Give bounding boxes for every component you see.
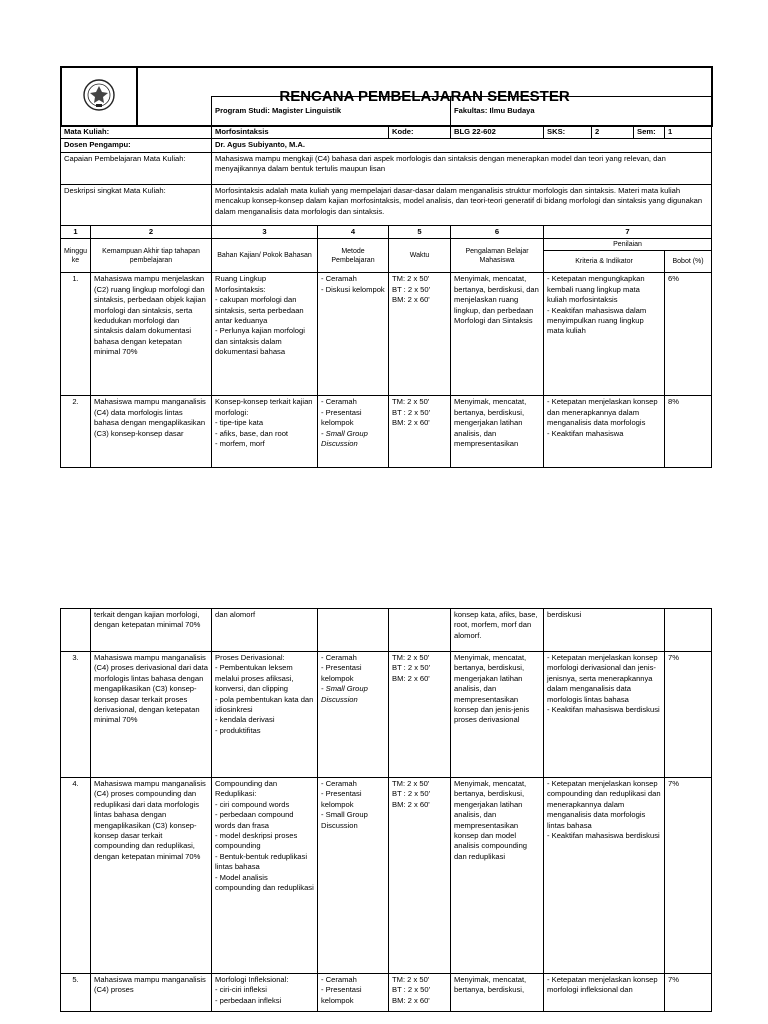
bahan-item: - cakupan morfologi dan sintaksis, serta perbedaan antar keduanya xyxy=(215,295,304,326)
bahan-item: - produktifitas xyxy=(215,725,261,735)
bahan-cell xyxy=(212,273,318,396)
kriteria-cell xyxy=(544,273,665,396)
col-number-3: 3 xyxy=(212,225,318,238)
kriteria-item: - Keaktifan mahasiswa xyxy=(547,428,624,438)
mata-kuliah-label: Mata Kuliah: xyxy=(61,126,212,139)
waktu-item: BT : 2 x 50' xyxy=(392,985,431,995)
document-title: RENCANA PEMBELAJARAN SEMESTER xyxy=(137,67,712,126)
waktu-item: TM: 2 x 50' xyxy=(392,779,430,788)
bobot-cell: 7% xyxy=(665,974,712,1012)
metode-item: - Ceramah xyxy=(321,779,357,788)
rps-page-2 xyxy=(0,540,768,1024)
bahan-item: - Bentuk-bentuk reduplikasi lintas bahasa xyxy=(215,851,308,872)
pengalaman-cell: konsep kata, afiks, base, root, morfem, morf dan alomorf. xyxy=(451,609,544,652)
waktu-item: TM: 2 x 50' xyxy=(392,653,430,662)
week-number: 4. xyxy=(61,778,91,974)
table-row xyxy=(61,778,712,974)
bahan-title: Konsep-konsep terkait kajian morfologi: xyxy=(215,397,313,417)
bobot-cell: 7% xyxy=(665,778,712,974)
bahan-cell xyxy=(212,974,318,1012)
bahan-item: - Model analisis compounding dan reduplikasi xyxy=(215,872,314,893)
deskripsi-label: Deskripsi singkat Mata Kuliah: xyxy=(61,184,212,225)
waktu-item: BT : 2 x 50' xyxy=(392,407,431,417)
sem-label: Sem: xyxy=(634,126,665,139)
bahan-item: dan alomorf xyxy=(215,610,256,619)
kode-label: Kode: xyxy=(389,126,451,139)
header-metode: Metode Pembelajaran xyxy=(318,239,389,273)
metode-cell xyxy=(318,609,389,652)
bahan-cell xyxy=(212,609,318,652)
bahan-cell xyxy=(212,778,318,974)
kriteria-item: - Keaktifan mahasiswa dalam menyimpulkan ruang lingkup mata kuliah xyxy=(547,305,647,336)
waktu-item: BT : 2 x 50' xyxy=(392,663,431,673)
header-bobot: Bobot (%) xyxy=(665,251,712,273)
pengalaman-cell: Menyimak, mencatat, bertanya, berdiskusi, mengerjakan latihan analisis, dan mempresentasikan konsep dan model analisis compounding dan reduplikasi xyxy=(451,778,544,974)
kriteria-cell xyxy=(544,778,665,974)
week-number: 1. xyxy=(61,273,91,396)
week-number: 5. xyxy=(61,974,91,1012)
pengalaman-cell: Menyimak, mencatat, bertanya, berdiskusi, mengerjakan latihan analisis, dan mempresentasikan xyxy=(451,396,544,468)
kriteria-item: - Ketepatan menjelaskan konsep morfologi infleksional dan xyxy=(547,975,658,995)
bahan-item: - Perlunya kajian morfologi dan sintaksis dalam dokumentasi bahasa xyxy=(215,326,305,357)
waktu-cell xyxy=(389,778,451,974)
metode-item: - Ceramah xyxy=(321,274,357,284)
waktu-item: BT : 2 x 50' xyxy=(392,284,431,294)
table-row xyxy=(61,609,712,652)
metode-cell xyxy=(318,652,389,778)
header-pengalaman: Pengalaman Belajar Mahasiswa xyxy=(451,239,544,273)
kriteria-cell xyxy=(544,652,665,778)
kemampuan-cell: Mahasiswa mampu manganalisis (C4) proses compounding dan reduplikasi dari data morfologis lintas bahasa dengan mengaplikasikan (C3) konsep-konsep dasar terkait compounding dan reduplikasi, dengan ketepatan minimal 70% xyxy=(91,778,212,974)
bahan-title: Compounding dan Reduplikasi: xyxy=(215,779,278,799)
sks-value: 2 xyxy=(592,126,634,139)
waktu-item: BT : 2 x 50' xyxy=(392,789,431,799)
waktu-cell xyxy=(389,974,451,1012)
rps-continuation-table xyxy=(60,608,712,1012)
waktu-cell xyxy=(389,609,451,652)
bahan-item: - morfem, morf xyxy=(215,439,265,449)
sem-value: 1 xyxy=(665,126,712,139)
week-number xyxy=(61,609,91,652)
kriteria-item: - Keaktifan mahasiswa berdiskusi xyxy=(547,831,660,841)
kriteria-item: berdiskusi xyxy=(547,610,582,619)
header-kemampuan: Kemampuan Akhir tiap tahapan pembelajaran xyxy=(91,239,212,273)
waktu-item: BM: 2 x 60' xyxy=(392,295,430,305)
bahan-item: - perbedaan infleksi xyxy=(215,995,282,1005)
bahan-item: - model deskripsi proses compounding xyxy=(215,831,298,851)
bahan-cell xyxy=(212,396,318,468)
waktu-cell xyxy=(389,396,451,468)
waktu-item: BM: 2 x 60' xyxy=(392,995,430,1005)
col-number-2: 2 xyxy=(91,225,212,238)
header-kriteria: Kriteria & Indikator xyxy=(544,251,665,273)
metode-cell xyxy=(318,273,389,396)
deskripsi-value: Morfosintaksis adalah mata kuliah yang mempelajari dasar-dasar dalam menganalisis struktur morfologis dan sintaksis. Materi mata kuliah mencakup konsep-konsep dalam kajian morfosintaksis, model analisis, dan teori-teori generatif di bidang morfologi dan sintaksis yang digunakan dalam menganalisis data morfologis dan sintaksis. xyxy=(212,184,712,225)
pengalaman-cell: Menyimak, mencatat, bertanya, berdiskusi, mengerjakan latihan analisis, dan mempresentasikan konsep dan jenis-jenis proses derivasional xyxy=(451,652,544,778)
col-number-5: 5 xyxy=(389,225,451,238)
table-row xyxy=(61,652,712,778)
bahan-item: - kendala derivasi xyxy=(215,715,275,725)
metode-item: - Presentasi kelompok xyxy=(321,407,362,428)
metode-item: - Small Group Discussion xyxy=(321,684,368,704)
bahan-item: - pola pembentukan kata dan idiosinkresi xyxy=(215,694,314,715)
table-row xyxy=(61,273,712,396)
bahan-cell xyxy=(212,652,318,778)
col-number-1: 1 xyxy=(61,225,91,238)
bahan-title: Morfologi Infleksional: xyxy=(215,975,289,984)
waktu-item: TM: 2 x 50' xyxy=(392,274,430,284)
fakultas: Fakultas: Ilmu Budaya xyxy=(451,97,712,126)
kode-value: BLG 22-602 xyxy=(451,126,544,139)
bahan-title: Proses Derivasional: xyxy=(215,653,285,662)
bahan-title: Ruang Lingkup Morfosintaksis: xyxy=(215,274,267,294)
kriteria-cell xyxy=(544,609,665,652)
bahan-item: - ciri compound words xyxy=(215,799,290,809)
kriteria-cell xyxy=(544,396,665,468)
sks-label: SKS: xyxy=(544,126,592,139)
kemampuan-cell: Mahasiswa mampu manganalisis (C4) data morfologis lintas bahasa dengan mengaplikasikan (C3) konsep-konsep dasar xyxy=(91,396,212,468)
kemampuan-cell: Mahasiswa mampu menjelaskan (C2) ruang lingkup morfologi dan sintaksis, perbedaan objek kajian morfologi dan sintaksis, serta kedudukan morfologi dan sintaksis dalam dokumentasi bahasa dengan ketepatan minimal 70% xyxy=(91,273,212,396)
kriteria-item: - Keaktifan mahasiswa berdiskusi xyxy=(547,705,660,715)
pengalaman-cell: Menyimak, mencatat, bertanya, berdiskusi, dan menjelaskan ruang lingkup, dan perbedaan Morfologi dan Sintaksis xyxy=(451,273,544,396)
kriteria-cell xyxy=(544,974,665,1012)
metode-item: - Ceramah xyxy=(321,397,357,407)
kemampuan-cell: terkait dengan kajian morfologi, dengan ketepatan minimal 70% xyxy=(91,609,212,652)
rps-main-table xyxy=(60,96,712,468)
metode-item: - Presentasi kelompok xyxy=(321,985,362,1005)
bahan-item: - perbedaan compound words dan frasa xyxy=(215,810,294,830)
kriteria-item: - Ketepatan menjelaskan konsep compounding dan reduplikasi dan menerapkannya dalam menganalisis data morfologis lintas bahasa xyxy=(547,779,661,830)
kemampuan-cell: Mahasiswa mampu manganalisis (C4) proses derivasional dari data morfologis lintas bahasa dengan mengaplikasikan (C3) konsep-konsep dasar terkait proses derivasional, dengan ketepatan minimal 70% xyxy=(91,652,212,778)
kriteria-item: - Ketepatan menjelaskan konsep dan menerapkannya dalam menganalisis data morfologis xyxy=(547,397,658,428)
bahan-item: - afiks, base, dan root xyxy=(215,428,289,438)
program-studi: Program Studi: Magister Linguistik xyxy=(212,97,451,126)
waktu-item: BM: 2 x 60' xyxy=(392,673,430,683)
waktu-item: BM: 2 x 60' xyxy=(392,418,430,428)
metode-item: - Small Group Discussion xyxy=(321,810,368,830)
week-number: 3. xyxy=(61,652,91,778)
waktu-cell xyxy=(389,273,451,396)
metode-item: - Presentasi kelompok xyxy=(321,789,362,809)
metode-item: - Presentasi kelompok xyxy=(321,663,362,683)
week-number: 2. xyxy=(61,396,91,468)
waktu-item: BM: 2 x 60' xyxy=(392,799,430,809)
dosen-value: Dr. Agus Subiyanto, M.A. xyxy=(212,139,712,152)
capaian-label: Capaian Pembelajaran Mata Kuliah: xyxy=(61,152,212,184)
col-number-6: 6 xyxy=(451,225,544,238)
col-number-4: 4 xyxy=(318,225,389,238)
metode-cell xyxy=(318,974,389,1012)
header-bahan: Bahan Kajian/ Pokok Bahasan xyxy=(212,239,318,273)
kemampuan-cell: Mahasiswa mampu manganalisis (C4) proses xyxy=(91,974,212,1012)
bahan-item: - Pembentukan leksem melalui proses afiksasi, konversi, dan clipping xyxy=(215,663,294,694)
header-waktu: Waktu xyxy=(389,239,451,273)
table-row xyxy=(61,974,712,1012)
waktu-item: TM: 2 x 50' xyxy=(392,975,430,984)
bobot-cell: 8% xyxy=(665,396,712,468)
metode-cell xyxy=(318,778,389,974)
waktu-item: TM: 2 x 50' xyxy=(392,397,430,407)
dosen-label: Dosen Pengampu: xyxy=(61,139,212,152)
table-row xyxy=(61,396,712,468)
header-minggu: Minggu ke xyxy=(61,239,91,273)
mata-kuliah-value: Morfosintaksis xyxy=(212,126,389,139)
kriteria-item: - Ketepatan mengungkapkan kembali ruang lingkup mata kuliah morfosintaksis xyxy=(547,274,645,305)
capaian-value: Mahasiswa mampu mengkaji (C4) bahasa dari aspek morfologis dan sintaksis dengan menerapkan model dan teori yang relevan, dan menyajikannya dalam bentuk tertulis maupun lisan xyxy=(212,152,712,184)
metode-item: - Ceramah xyxy=(321,975,357,984)
metode-item: - Ceramah xyxy=(321,653,357,662)
header-penilaian: Penilaian xyxy=(544,239,712,251)
metode-item: - Small Group Discussion xyxy=(321,428,368,449)
metode-cell xyxy=(318,396,389,468)
kriteria-item: - Ketepatan menjelaskan konsep morfologi derivasional dan jenis-jenisnya, serta menerapkannya dalam menganalisis data morfologis lintas bahasa xyxy=(547,653,658,704)
bobot-cell: 6% xyxy=(665,273,712,396)
bahan-item: - ciri-ciri infleksi xyxy=(215,985,267,995)
metode-item: - Diskusi kelompok xyxy=(321,284,385,294)
bahan-item: - tipe-tipe kata xyxy=(215,418,264,428)
col-number-7: 7 xyxy=(544,225,712,238)
bobot-cell: 7% xyxy=(665,652,712,778)
waktu-cell xyxy=(389,652,451,778)
bobot-cell xyxy=(665,609,712,652)
pengalaman-cell: Menyimak, mencatat, bertanya, berdiskusi, xyxy=(451,974,544,1012)
